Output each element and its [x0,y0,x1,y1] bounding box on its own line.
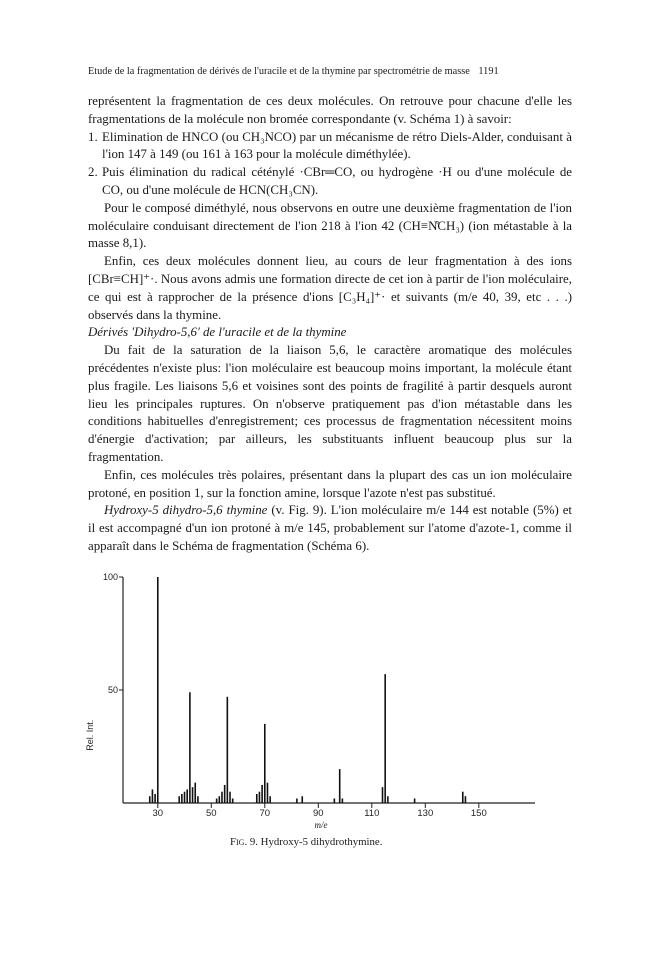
figure-label: Fig. 9. [230,836,258,848]
x-tick-label: 110 [364,808,380,819]
article-body [88,93,572,556]
x-tick-label: 70 [259,808,271,819]
list-item [88,129,572,165]
section-heading: Dérivés 'Dihydro-5,6' de l'uracile et de la thymine [88,325,347,340]
paragraph: Du fait de la saturation de la liaison 5,6, le caractère aromatique des molécules précédentes n'existe plus: l'ion moléculaire est beaucoup moins important, la molécule étant plus fragile. Les liaisons 5,6 et voisines sont des points de fragilité à partir desquels auront lieu les principales ruptures. On n'observe pratiquement pas d'ion métastable dans les conditions habituelles d'enregistrement; ces processus de fragmentation nécessitent moins d'énergie d'activation; par ailleurs, les substituants influent beaucoup plus sur la fragmentation. [88,343,572,464]
paragraph: Pour le composé diméthylé, nous observons en outre une deuxième fragmentation de l'ion moléculaire conduisant directement de l'ion 218 à l'ion 42 (CH≡N̊CH₃) (ion métastable à la masse 8,1). [88,200,572,251]
paragraph: représentent la fragmentation de ces deux molécules. On retrouve pour chacune d'elle les fragmentations de la molécule non bromée correspondante (v. Schéma 1) à savoir: [88,94,572,126]
compound-name: Hydroxy-5 dihydro-5,6 thymine [104,503,268,518]
y-tick-label: 50 [107,685,118,695]
list-item [88,164,572,200]
chart-peaks [150,577,466,803]
x-tick-label: 50 [205,808,217,819]
x-axis-label: m/e [314,820,328,830]
figure-caption-text: Hydroxy-5 dihydrothymine. [260,836,383,848]
x-tick-label: 130 [417,808,434,819]
running-title: Etude de la fragmentation de dérivés de l'uracile et de la thymine par spectrométrie de masse [88,66,470,77]
y-tick-label: 100 [102,572,118,582]
x-tick-label: 150 [470,808,487,819]
list-number: 1. [88,129,98,144]
chart-axes [119,577,535,808]
mass-spectrum-chart [70,565,550,835]
figure-caption [230,836,490,848]
x-tick-label: 30 [152,808,164,819]
list-number: 2. [88,165,98,180]
paragraph: Enfin, ces deux molécules donnent lieu, au cours de leur fragmentation à des ions [CBr≡CH]⁺·. Nous avons admis une formation directe de cet ion à partir de l'ion moléculaire, ce qui est à rapprocher de la présence d'ions [C₃H₄]⁺· et suivants (m/e 40, 39, etc . . .) observés dans la thymine. [88,254,572,322]
running-header [88,66,570,77]
chart-labels [85,572,487,830]
y-axis-label: Rel. Int. [85,719,95,751]
x-tick-label: 90 [313,808,324,819]
paragraph [88,502,572,555]
page-number: 1191 [478,66,499,77]
list-text: Puis élimination du radical céténylé ·CBr═CO, ou hydrogène ·H ou d'une molécule de CO, ou d'une molécule de HCN(CH₃CN). [102,165,572,197]
paragraph: Enfin, ces molécules très polaires, présentant dans la plupart des cas un ion moléculaire protoné, en position 1, sur la fonction amine, lorsque l'azote n'est pas substitué. [88,467,572,500]
paragraph-text: (v. Fig. 9). L'ion moléculaire m/e 144 est notable (5%) et il est accompagné d'un ion protoné à m/e 145, probablement sur l'atome d'azote-1, comme il apparaît dans le Schéma de fragmentation (Schéma 6). [88,503,572,553]
list-text: Elimination de HNCO (ou CH₃NCO) par un mécanisme de rétro Diels-Alder, conduisant à l'ion 147 à 149 (ou 161 à 163 pour la molécule diméthylée). [102,129,572,162]
